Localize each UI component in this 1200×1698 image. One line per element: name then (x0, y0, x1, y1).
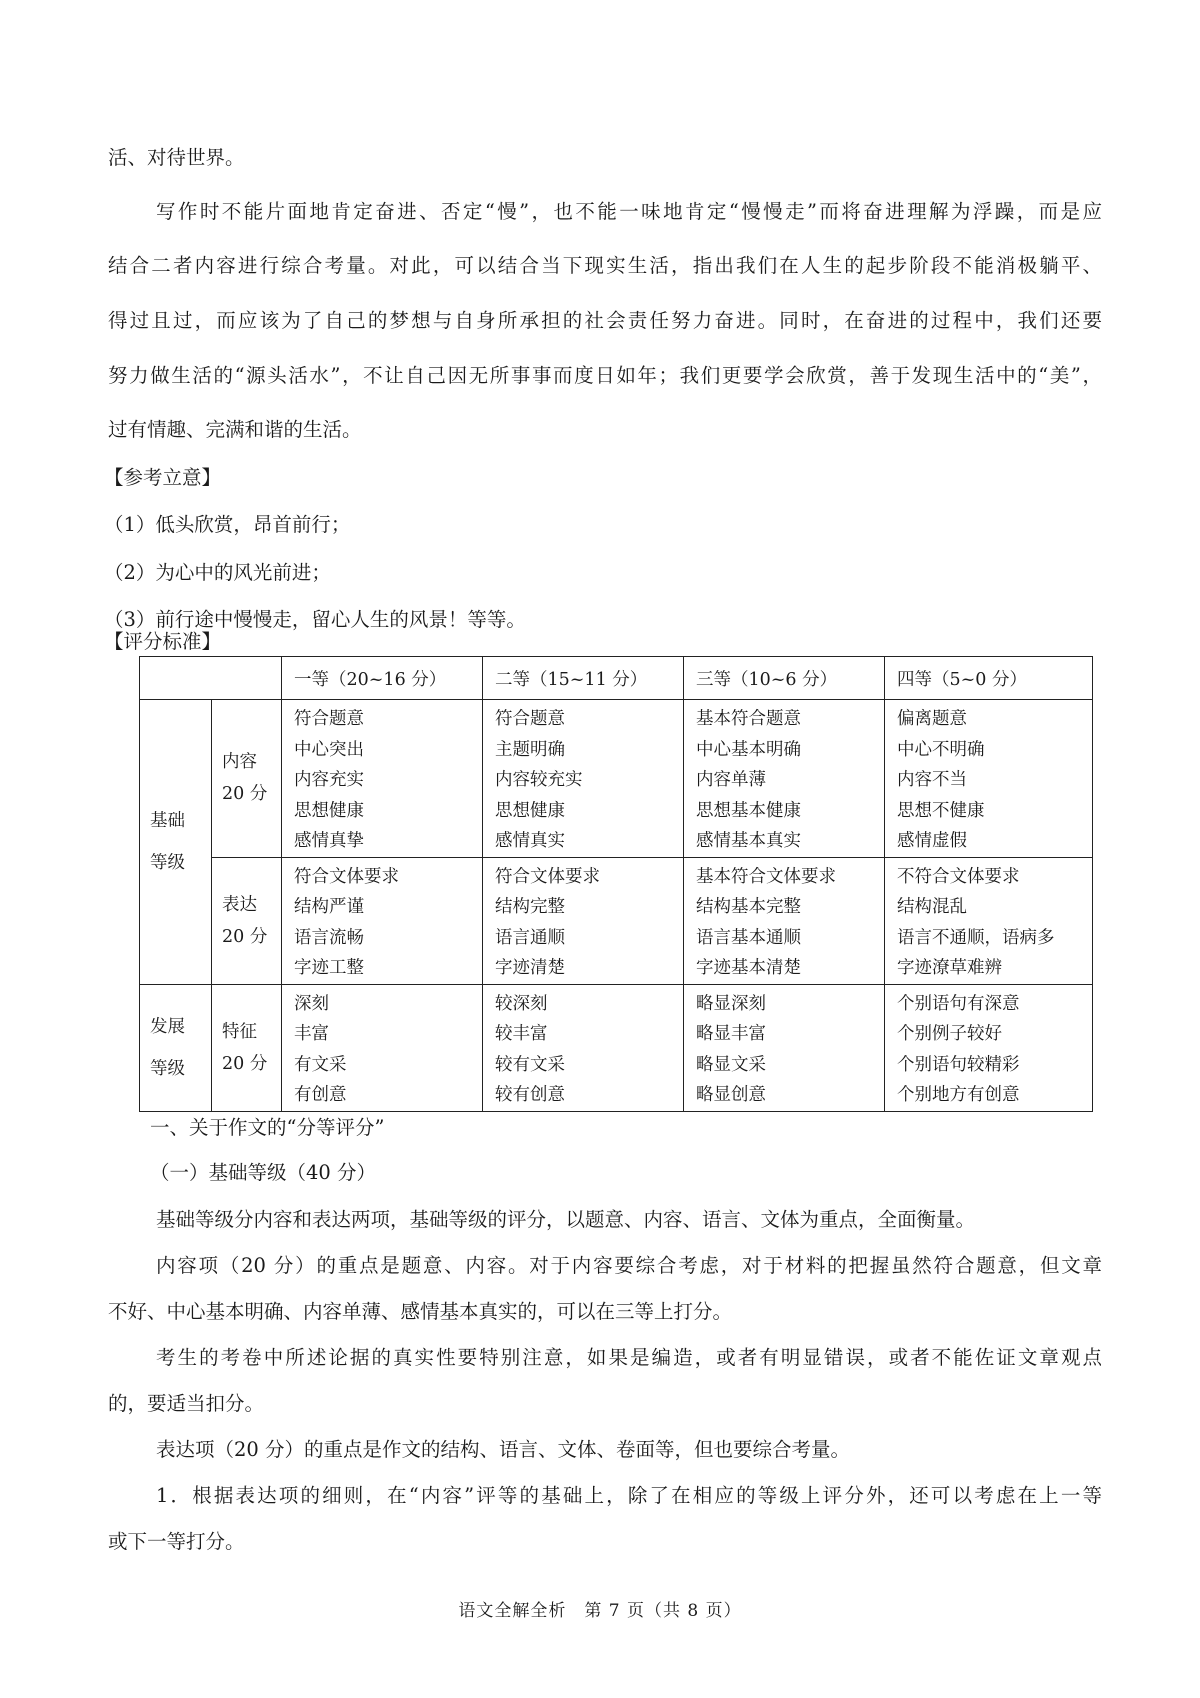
paragraph-line: 得过且过，而应该为了自己的梦想与自身所承担的社会责任努力奋进。同时，在奋进的过程中，我们还要 (108, 309, 1102, 332)
scoring-heading: 【评分标准】 (104, 630, 222, 653)
expression-label: 表达 20 分 (212, 857, 282, 984)
content-cell-grade3: 基本符合题意 中心基本明确 内容单薄 思想基本健康 感情基本真实 (684, 700, 885, 858)
expression-cell-grade4: 不符合文体要求 结构混乱 语言不通顺，语病多 字迹潦草难辨 (885, 857, 1093, 984)
paragraph-line: 努力做生活的“源头活水”，不让自己因无所事事而度日如年；我们更要学会欣赏，善于发现生活中的“美”， (108, 364, 1102, 387)
paragraph-line: 过有情趣、完满和谐的生活。 (108, 418, 362, 441)
grade-header-1: 一等（20~16 分） (282, 657, 483, 700)
feature-cell-grade2: 较深刻 较丰富 较有文采 较有创意 (483, 984, 684, 1111)
paragraph-line: 写作时不能片面地肯定奋进、否定“慢”，也不能一味地肯定“慢慢走”而将奋进理解为浮躁，而是应 (156, 200, 1102, 223)
paragraph-line: 结合二者内容进行综合考量。对此，可以结合当下现实生活，指出我们在人生的起步阶段不能消极躺平、 (108, 254, 1102, 277)
feature-label: 特征 20 分 (212, 984, 282, 1111)
scoring-table (139, 656, 1093, 1112)
paragraph-line: 1．根据表达项的细则，在“内容”评等的基础上，除了在相应的等级上评分外，还可以考虑在上一等 (156, 1484, 1102, 1507)
table-corner (140, 657, 282, 700)
feature-cell-grade3: 略显深刻 略显丰富 略显文采 略显创意 (684, 984, 885, 1111)
grade-header-4: 四等（5~0 分） (885, 657, 1093, 700)
expression-cell-grade3: 基本符合文体要求 结构基本完整 语言基本通顺 字迹基本清楚 (684, 857, 885, 984)
paragraph-line: 的，要适当扣分。 (108, 1392, 265, 1415)
reference-heading: 【参考立意】 (104, 466, 222, 489)
paragraph-line: 内容项（20 分）的重点是题意、内容。对于内容要综合考虑，对于材料的把握虽然符合题意，但文章 (156, 1254, 1102, 1277)
content-cell-grade4: 偏离题意 中心不明确 内容不当 思想不健康 感情虚假 (885, 700, 1093, 858)
reference-item: （2）为心中的风光前进； (104, 561, 331, 584)
reference-item: （3）前行途中慢慢走，留心人生的风景！等等。 (104, 608, 526, 631)
content-label: 内容 20 分 (212, 700, 282, 858)
develop-level-label: 发展 等级 (140, 984, 212, 1111)
paragraph-line: 活、对待世界。 (108, 146, 245, 169)
reference-item: （1）低头欣赏，昂首前行； (104, 513, 351, 536)
paragraph-line: 不好、中心基本明确、内容单薄、感情基本真实的，可以在三等上打分。 (108, 1300, 733, 1323)
paragraph-line: 或下一等打分。 (108, 1530, 245, 1553)
feature-cell-grade1: 深刻 丰富 有文采 有创意 (282, 984, 483, 1111)
paragraph-line: 表达项（20 分）的重点是作文的结构、语言、文体、卷面等，但也要综合考量。 (156, 1438, 851, 1461)
section-subtitle: （一）基础等级（40 分） (150, 1161, 377, 1184)
feature-cell-grade4: 个别语句有深意 个别例子较好 个别语句较精彩 个别地方有创意 (885, 984, 1093, 1111)
expression-cell-grade2: 符合文体要求 结构完整 语言通顺 字迹清楚 (483, 857, 684, 984)
paragraph-line: 基础等级分内容和表达两项，基础等级的评分，以题意、内容、语言、文体为重点，全面衡量。 (156, 1208, 976, 1231)
page-footer: 语文全解全析 第 7 页（共 8 页） (458, 1601, 742, 1621)
paragraph-line: 考生的考卷中所述论据的真实性要特别注意，如果是编造，或者有明显错误，或者不能佐证文章观点 (156, 1346, 1102, 1369)
basic-level-label: 基础 等级 (140, 700, 212, 985)
content-cell-grade1: 符合题意 中心突出 内容充实 思想健康 感情真挚 (282, 700, 483, 858)
expression-cell-grade1: 符合文体要求 结构严谨 语言流畅 字迹工整 (282, 857, 483, 984)
grade-header-3: 三等（10~6 分） (684, 657, 885, 700)
grade-header-2: 二等（15~11 分） (483, 657, 684, 700)
content-cell-grade2: 符合题意 主题明确 内容较充实 思想健康 感情真实 (483, 700, 684, 858)
section-title: 一、关于作文的“分等评分” (150, 1116, 385, 1139)
